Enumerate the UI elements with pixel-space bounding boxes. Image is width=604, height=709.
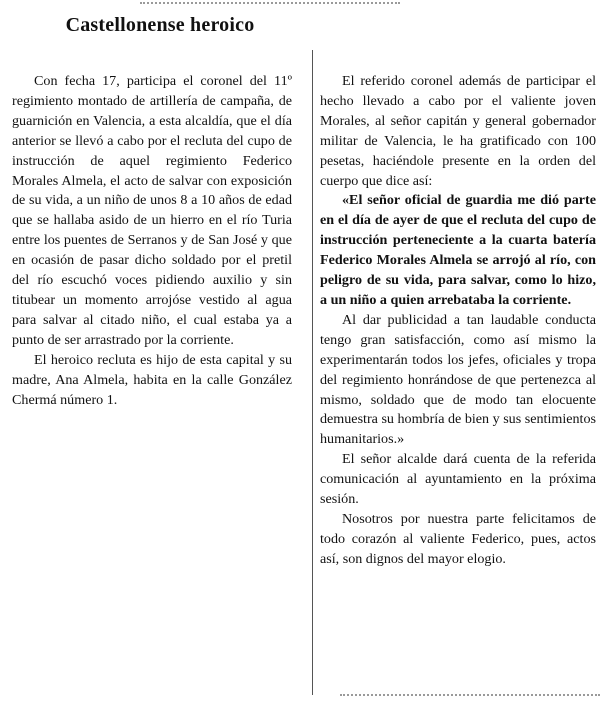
right-paragraph-4: El señor alcalde dará cuenta de la referida comunicación al ayuntamiento en la próxima sesión. — [320, 451, 596, 508]
left-paragraph-2: El heroico recluta es hijo de esta capital y su madre, Ana Almela, habita en la calle González Chermá número 1. — [12, 351, 292, 408]
column-divider — [312, 50, 313, 695]
right-paragraph-2: «El señor oficial de guardia me dió parte en el día de ayer de que el recluta del cupo de instrucción perteneciente a la cuarta batería Federico Morales Almela se arrojó al río, con peligro de su vida, para salvar, como lo hizo, a un niño a quien arrebataba la corriente. — [320, 192, 596, 308]
left-column — [12, 72, 292, 410]
bottom-dotted-rule — [340, 694, 600, 700]
right-paragraph-1: El referido coronel además de participar el hecho llevado a cabo por el valiente joven Morales, al señor capitán y general gobernador militar de Valencia, le ha gratificado con 100 pesetas, haciéndole presente en la orden del cuerpo que dice así: — [320, 73, 596, 189]
top-dotted-rule — [140, 2, 400, 8]
left-paragraph-1: Con fecha 17, participa el coronel del 11º regimiento montado de artillería de campaña, de guarnición en Valencia, a esta alcaldía, que el día anterior se llevó a cabo por el recluta del cupo de instrucción de aquel regimiento Federico Morales Almela, el acto de salvar con exposición de su vida, a un niño de unos 8 a 10 años de edad que se hallaba asido de un hierro en el río Turia entre los puentes de Serranos y de San José y que en ocasión de pasar dicho soldado por el pretil del río escuchó voces pidiendo auxilio y sin titubear un momento arrojóse vestido al agua para salvar al citado niño, el cual estaba ya a punto de ser arrastrado por la corriente. — [12, 73, 292, 348]
article-headline: Castellonense heroico — [65, 14, 255, 36]
right-column — [320, 72, 596, 570]
right-paragraph-3: Al dar publicidad a tan laudable conducta tengo gran satisfacción, como así mismo la experimentarán todos los jefes, oficiales y tropa del regimiento honrándose de que pertenezca al mismo, soldado que de modo tan elocuente demuestra su hombría de bien y sus sentimientos humanitarios.» — [320, 311, 596, 448]
right-paragraph-5: Nosotros por nuestra parte felicitamos de todo corazón al valiente Federico, pues, actos así, son dignos del mayor elogio. — [320, 510, 596, 567]
